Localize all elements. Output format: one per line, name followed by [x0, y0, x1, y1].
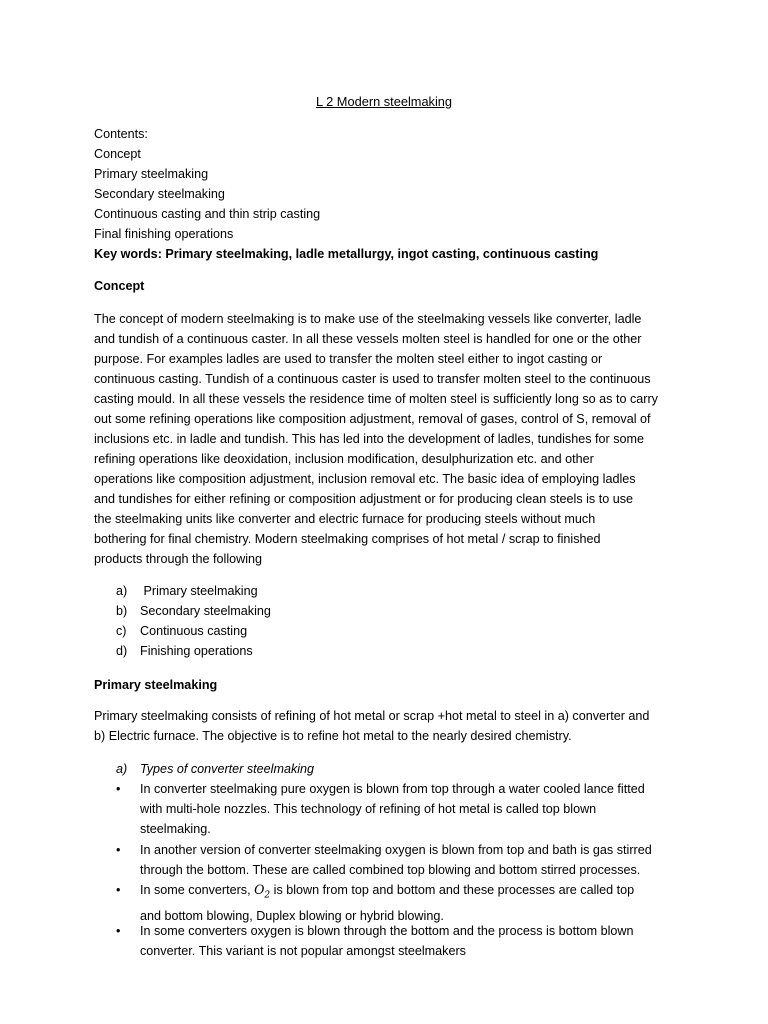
bullet-line: In converter steelmaking pure oxygen is blown from top through a water cooled lance fitted [140, 782, 645, 796]
paragraph-line: Primary steelmaking consists of refining of hot metal or scrap +hot metal to steel in a) converter and [94, 709, 650, 723]
contents-heading: Contents: [94, 127, 148, 141]
list-text: Finishing operations [140, 644, 253, 658]
paragraph-line: products through the following [94, 552, 263, 566]
contents-item: Final finishing operations [94, 227, 234, 241]
contents-item: Concept [94, 147, 141, 161]
contents-item: Secondary steelmaking [94, 187, 225, 201]
primary-heading: Primary steelmaking [94, 678, 218, 692]
bullet-text: is blown from top and bottom and these processes are called top [270, 883, 635, 897]
list-text: Secondary steelmaking [140, 604, 271, 618]
list-label: d) [116, 644, 128, 658]
list-item [94, 601, 694, 621]
paragraph-line: refining operations like deoxidation, inclusion modification, desulphurization etc. and other [94, 452, 594, 466]
oxygen-formula [254, 882, 271, 901]
bullet-item [94, 840, 694, 880]
bullet-line: with multi-hole nozzles. This technology of refining of hot metal is called top blown [140, 802, 597, 816]
concept-heading: Concept [94, 279, 145, 293]
list-text: Primary steelmaking [140, 584, 258, 598]
list-item [94, 641, 694, 661]
contents-section [94, 124, 694, 264]
paragraph-line: and tundishes for either refining or composition adjustment or for producing clean steels is to use [94, 492, 634, 506]
list-label: b) [116, 604, 128, 618]
list-label: a) [116, 584, 128, 598]
list-item [94, 581, 694, 601]
bullet-line: steelmaking. [140, 822, 211, 836]
contents-item: Primary steelmaking [94, 167, 209, 181]
paragraph-line: continuous casting. Tundish of a continuous caster is used to transfer molten steel to the continuous [94, 372, 651, 386]
bullet-dot-icon: • [116, 782, 121, 796]
paragraph-line: the steelmaking units like converter and electric furnace for producing steels without much [94, 512, 596, 526]
bullet-item [94, 921, 694, 961]
bullet-text: In some converters, [140, 883, 255, 897]
paragraph-line: and tundish of a continuous caster. In all these vessels molten steel is handled for one or the other [94, 332, 642, 346]
bullet-line: In another version of converter steelmaking oxygen is blown from top and bath is gas stirred [140, 843, 652, 857]
concept-list [94, 581, 694, 661]
bullet-dot-icon: • [116, 883, 121, 897]
paragraph-line: b) Electric furnace. The objective is to refine hot metal to the nearly desired chemistry. [94, 729, 572, 743]
bullet-line: converter. This variant is not popular amongst steelmakers [140, 944, 466, 958]
paragraph-line: out some refining operations like composition adjustment, removal of gases, control of S, removal of [94, 412, 651, 426]
bullet-line [140, 880, 694, 906]
bullet-item [94, 880, 694, 926]
list-text: Continuous casting [140, 624, 248, 638]
formula-subscript: 2 [264, 890, 271, 901]
bullet-dot-icon: • [116, 924, 121, 938]
page-title: L 2 Modern steelmaking [315, 94, 453, 109]
paragraph-line: inclusions etc. in ladle and tundish. This has led into the development of ladles, tundishes for some [94, 432, 645, 446]
formula-main: O [254, 882, 265, 897]
paragraph-line: casting mould. In all these vessels the residence time of molten steel is sufficiently long so as to carry [94, 392, 658, 406]
list-item [94, 621, 694, 641]
paragraph-line: operations like composition adjustment, inclusion removal etc. The basic idea of employing ladles [94, 472, 636, 486]
bullet-line: In some converters oxygen is blown through the bottom and the process is bottom blown [140, 924, 634, 938]
concept-paragraph [94, 309, 694, 569]
bullet-dot-icon: • [116, 843, 121, 857]
list-label: c) [116, 624, 127, 638]
bullet-line: and bottom blowing, Duplex blowing or hybrid blowing. [140, 908, 444, 923]
paragraph-line: bothering for final chemistry. Modern steelmaking comprises of hot metal / scrap to finished [94, 532, 601, 546]
sub-label: a) [116, 762, 128, 776]
sub-heading-text: Types of converter steelmaking [140, 762, 315, 776]
paragraph-line: The concept of modern steelmaking is to make use of the steelmaking vessels like converter, ladle [94, 312, 642, 326]
primary-paragraph [94, 706, 694, 746]
bullet-line: through the bottom. These are called combined top blowing and bottom stirred processes. [140, 863, 641, 877]
contents-item: Continuous casting and thin strip casting [94, 207, 321, 221]
paragraph-line: purpose. For examples ladles are used to transfer the molten steel either to ingot casting or [94, 352, 603, 366]
keywords-line: Key words: Primary steelmaking, ladle metallurgy, ingot casting, continuous casting [94, 247, 599, 261]
bullet-item [94, 779, 694, 839]
